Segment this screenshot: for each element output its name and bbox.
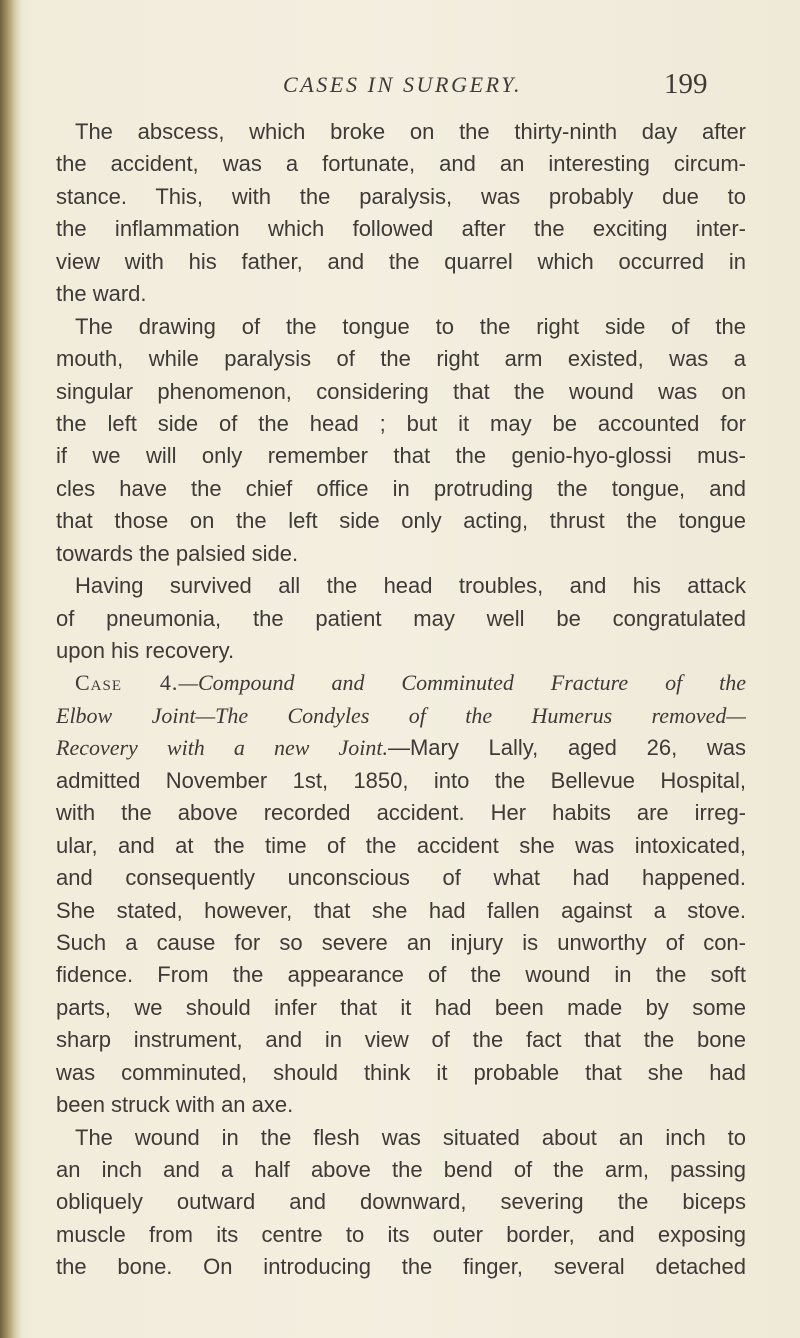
page-header bbox=[0, 68, 800, 108]
text-line: ular, and at the time of the accident she was intoxicated, bbox=[56, 832, 746, 858]
text-line: with the above recorded accident. Her habits are irreg- bbox=[56, 800, 746, 826]
text-line: mouth, while paralysis of the right arm existed, was a bbox=[56, 346, 746, 372]
text-line: Such a cause for so severe an injury is unworthy of con- bbox=[56, 929, 746, 955]
text-line: an inch and a half above the bend of the arm, passing bbox=[56, 1157, 746, 1182]
text-line: She stated, however, that she had fallen against a stove. bbox=[56, 897, 746, 923]
case-4-intro: —Mary Lally, aged 26, was bbox=[387, 735, 746, 761]
text-line: been struck with an axe. bbox=[56, 1092, 294, 1118]
text-line: if we will only remember that the genio-hyo-glossi mus- bbox=[56, 443, 746, 469]
text-line: parts, we should infer that it had been made by some bbox=[56, 994, 746, 1020]
page-binding-edge bbox=[0, 0, 22, 1338]
case-4-heading-line-3 bbox=[56, 732, 746, 764]
text-line: and consequently unconscious of what had happened. bbox=[56, 865, 746, 891]
case-4-label: Case 4. bbox=[75, 670, 179, 696]
page-number: 199 bbox=[664, 68, 708, 100]
case-4-title-part-1: —Compound and Comminuted Fracture of the bbox=[178, 670, 746, 696]
text-line: fidence. From the appearance of the wound in the soft bbox=[56, 962, 746, 988]
text-line: the accident, was a fortunate, and an interesting circum- bbox=[56, 151, 746, 177]
text-line: the ward. bbox=[56, 281, 147, 307]
text-line: that those on the left side only acting, thrust the tongue bbox=[56, 508, 746, 534]
case-4-heading-line bbox=[56, 667, 746, 699]
text-line: was comminuted, should think it probable that she had bbox=[56, 1059, 746, 1085]
case-4-title-part-3: Recovery with a new Joint. bbox=[56, 735, 388, 761]
text-line: the bone. On introducing the finger, several detached bbox=[56, 1254, 746, 1280]
text-line: The drawing of the tongue to the right side of the bbox=[75, 313, 746, 339]
text-line: cles have the chief office in protruding the tongue, and bbox=[56, 475, 746, 501]
text-line: the inflammation which followed after the exciting inter- bbox=[56, 216, 746, 242]
text-line: stance. This, with the paralysis, was probably due to bbox=[56, 183, 746, 209]
text-line: The abscess, which broke on the thirty-ninth day after bbox=[75, 119, 746, 144]
text-line: sharp instrument, and in view of the fact that the bone bbox=[56, 1027, 746, 1053]
text-line: Having survived all the head troubles, and his attack bbox=[75, 573, 746, 599]
running-head: CASES IN SURGERY. bbox=[283, 72, 523, 97]
case-4-title-part-2: Elbow Joint—The Condyles of the Humerus removed— bbox=[56, 702, 746, 728]
text-line: of pneumonia, the patient may well be congratulated bbox=[56, 605, 746, 631]
text-line: muscle from its centre to its outer border, and exposing bbox=[56, 1221, 746, 1247]
text-line: towards the palsied side. bbox=[56, 540, 299, 566]
text-line: singular phenomenon, considering that the wound was on bbox=[56, 378, 746, 404]
text-line: obliquely outward and downward, severing the biceps bbox=[56, 1189, 746, 1215]
text-line: The wound in the flesh was situated about an inch to bbox=[75, 1124, 746, 1150]
text-line: admitted November 1st, 1850, into the Bellevue Hospital, bbox=[56, 767, 746, 793]
text-line: view with his father, and the quarrel which occurred in bbox=[56, 248, 746, 274]
text-line: upon his recovery. bbox=[56, 638, 235, 663]
body-text bbox=[56, 116, 746, 1284]
text-line: the left side of the head ; but it may be accounted for bbox=[56, 410, 746, 436]
